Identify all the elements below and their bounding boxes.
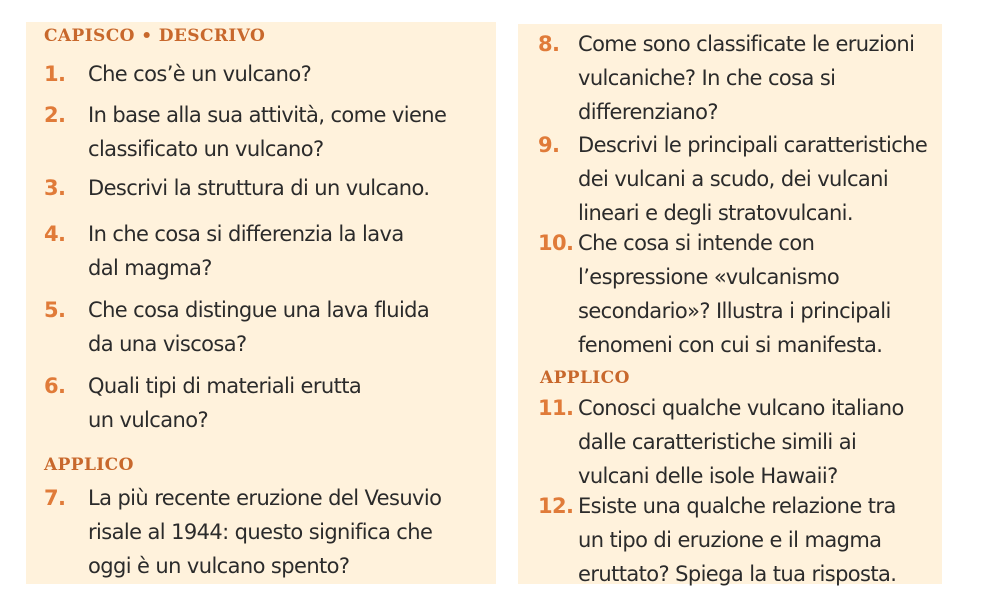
question-7 [44, 481, 494, 583]
question-11 [538, 391, 938, 493]
question-number: 11. [538, 396, 574, 420]
question-text-line: un vulcano? [88, 408, 208, 432]
question-text-line: differenziano? [578, 100, 718, 124]
question-text-line: secondario»? Illustra i principali [578, 299, 891, 323]
question-number: 2. [44, 103, 66, 127]
question-6 [44, 369, 494, 437]
question-text-line: l’espressione «vulcanismo [578, 265, 840, 289]
question-text-line: La più recente eruzione del Vesuvio [88, 486, 442, 510]
question-text-line: Come sono classificate le eruzioni [578, 32, 915, 56]
question-number: 9. [538, 133, 560, 157]
question-text-line: oggi è un vulcano spento? [88, 554, 350, 578]
question-3 [44, 171, 494, 205]
question-5 [44, 293, 494, 361]
question-9 [538, 128, 938, 230]
question-text-line: risale al 1944: questo significa che [88, 520, 433, 544]
question-number: 6. [44, 374, 66, 398]
question-12 [538, 489, 938, 591]
question-text-line: Che cos’è un vulcano? [88, 62, 312, 86]
question-number: 12. [538, 494, 574, 518]
question-text-line: vulcaniche? In che cosa si [578, 66, 836, 90]
question-text-line: fenomeni con cui si manifesta. [578, 333, 883, 357]
question-text-line: Descrivi le principali caratteristiche [578, 133, 928, 157]
question-text-line: In base alla sua attività, come viene [88, 103, 447, 127]
question-text-line: Esiste una qualche relazione tra [578, 494, 896, 518]
question-text-line: In che cosa si differenzia la lava [88, 222, 404, 246]
question-number: 5. [44, 298, 66, 322]
question-text-line: vulcani delle isole Hawaii? [578, 464, 838, 488]
section-heading-capisco-descrivo: CAPISCO • DESCRIVO [44, 26, 266, 46]
question-number: 8. [538, 32, 560, 56]
question-number: 1. [44, 62, 66, 86]
question-text-line: dalle caratteristiche simili ai [578, 430, 857, 454]
question-1 [44, 57, 494, 91]
question-text-line: Quali tipi di materiali erutta [88, 374, 362, 398]
section-heading-applico-left: APPLICO [44, 455, 134, 475]
question-text-line: Descrivi la struttura di un vulcano. [88, 176, 430, 200]
question-4 [44, 217, 494, 285]
question-number: 10. [538, 231, 574, 255]
question-text-line: Che cosa distingue una lava fluida [88, 298, 430, 322]
question-number: 3. [44, 176, 66, 200]
question-text-line: da una viscosa? [88, 332, 247, 356]
question-text-line: lineari e degli stratovulcani. [578, 201, 853, 225]
question-text-line: Che cosa si intende con [578, 231, 815, 255]
question-number: 7. [44, 486, 66, 510]
question-text-line: Conosci qualche vulcano italiano [578, 396, 904, 420]
question-text-line: un tipo di eruzione e il magma [578, 528, 882, 552]
question-number: 4. [44, 222, 66, 246]
question-text-line: classificato un vulcano? [88, 137, 324, 161]
question-text-line: dei vulcani a scudo, dei vulcani [578, 167, 889, 191]
question-text-line: dal magma? [88, 256, 212, 280]
section-heading-applico-right: APPLICO [540, 368, 630, 388]
question-8 [538, 27, 938, 129]
question-text-line: eruttato? Spiega la tua risposta. [578, 562, 897, 586]
question-2 [44, 98, 494, 166]
question-10 [538, 226, 938, 362]
